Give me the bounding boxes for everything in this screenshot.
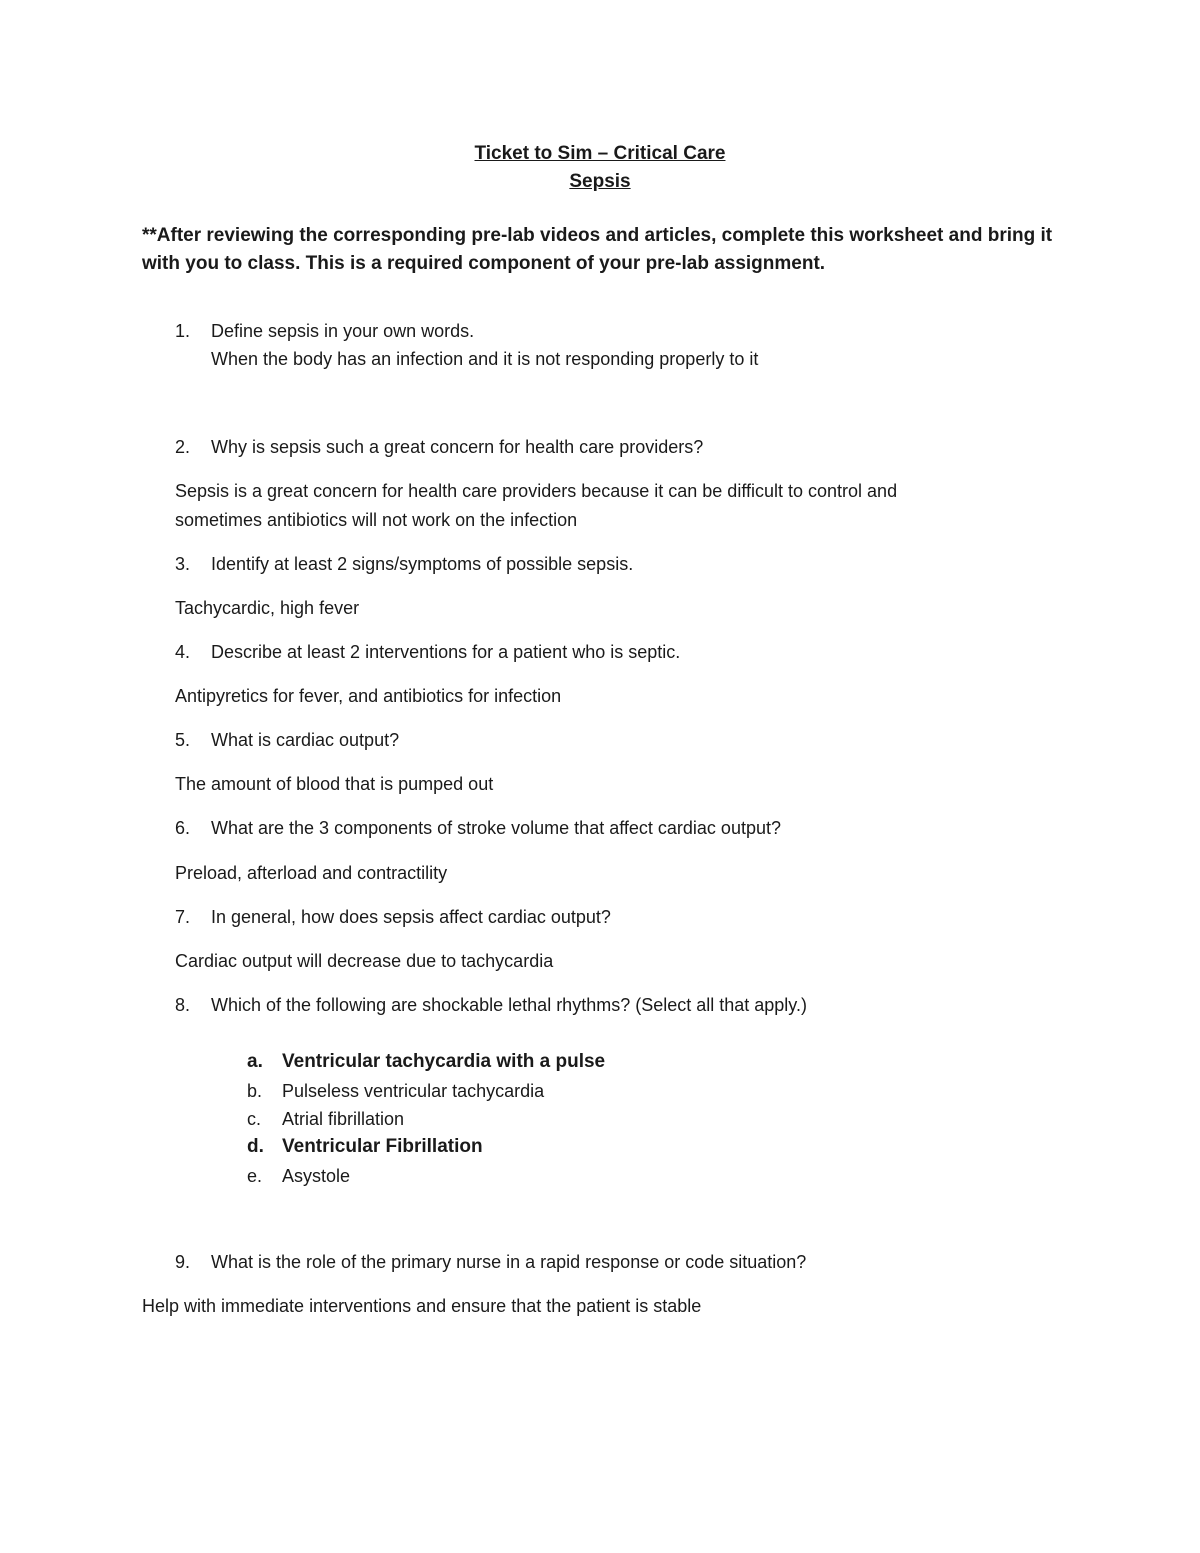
question-number: 2. — [175, 437, 191, 457]
instructions-paragraph: **After reviewing the corresponding pre-lab videos and articles, complete this worksheet and bring it with you to class. This is a required component of your pre-lab assignment. — [142, 225, 1053, 274]
question-text: Describe at least 2 interventions for a patient who is septic. — [211, 642, 681, 662]
answer-text: Tachycardic, high fever — [175, 598, 360, 618]
question-text: Why is sepsis such a great concern for health care providers? — [211, 437, 704, 457]
question-number: 1. — [175, 321, 191, 341]
question-number: 8. — [175, 995, 191, 1015]
question-text: In general, how does sepsis affect cardiac output? — [211, 907, 611, 927]
question-text: What is the role of the primary nurse in a rapid response or code situation? — [211, 1252, 807, 1272]
option-text: Atrial fibrillation — [282, 1109, 405, 1129]
question-text: Which of the following are shockable lethal rhythms? (Select all that apply.) — [211, 995, 807, 1015]
option-letter: a. — [247, 1051, 263, 1072]
answer-text: When the body has an infection and it is not responding properly to it — [211, 349, 759, 369]
question-text: Define sepsis in your own words. — [211, 321, 475, 341]
option-letter: d. — [247, 1136, 264, 1157]
option-text: Pulseless ventricular tachycardia — [282, 1081, 545, 1101]
question-number: 6. — [175, 818, 191, 838]
option-letter: b. — [247, 1081, 263, 1101]
question-text: What are the 3 components of stroke volume that affect cardiac output? — [211, 818, 781, 838]
answer-text: Help with immediate interventions and ensure that the patient is stable — [142, 1296, 702, 1316]
question-number: 4. — [175, 642, 191, 662]
answer-text: Sepsis is a great concern for health care providers because it can be difficult to control and — [175, 481, 898, 501]
answer-text: Cardiac output will decrease due to tachycardia — [175, 951, 554, 971]
answer-text: Preload, afterload and contractility — [175, 863, 448, 883]
option-selected-text: Ventricular tachycardia with a pulse — [282, 1051, 606, 1072]
question-text: What is cardiac output? — [211, 730, 400, 750]
option-letter: e. — [247, 1166, 263, 1186]
question-text: Identify at least 2 signs/symptoms of possible sepsis. — [211, 554, 634, 574]
page-title: Ticket to Sim – Critical Care — [474, 143, 726, 164]
answer-text: The amount of blood that is pumped out — [175, 774, 494, 794]
option-selected-text: Ventricular Fibrillation — [282, 1136, 483, 1157]
question-number: 3. — [175, 554, 191, 574]
option-text: Asystole — [282, 1166, 351, 1186]
question-number: 7. — [175, 907, 191, 927]
answer-text: Antipyretics for fever, and antibiotics for infection — [175, 686, 562, 706]
question-number: 5. — [175, 730, 191, 750]
option-letter: c. — [247, 1109, 262, 1129]
answer-text: sometimes antibiotics will not work on the infection — [175, 510, 578, 530]
page-subtitle: Sepsis — [569, 171, 631, 192]
question-number: 9. — [175, 1252, 191, 1272]
